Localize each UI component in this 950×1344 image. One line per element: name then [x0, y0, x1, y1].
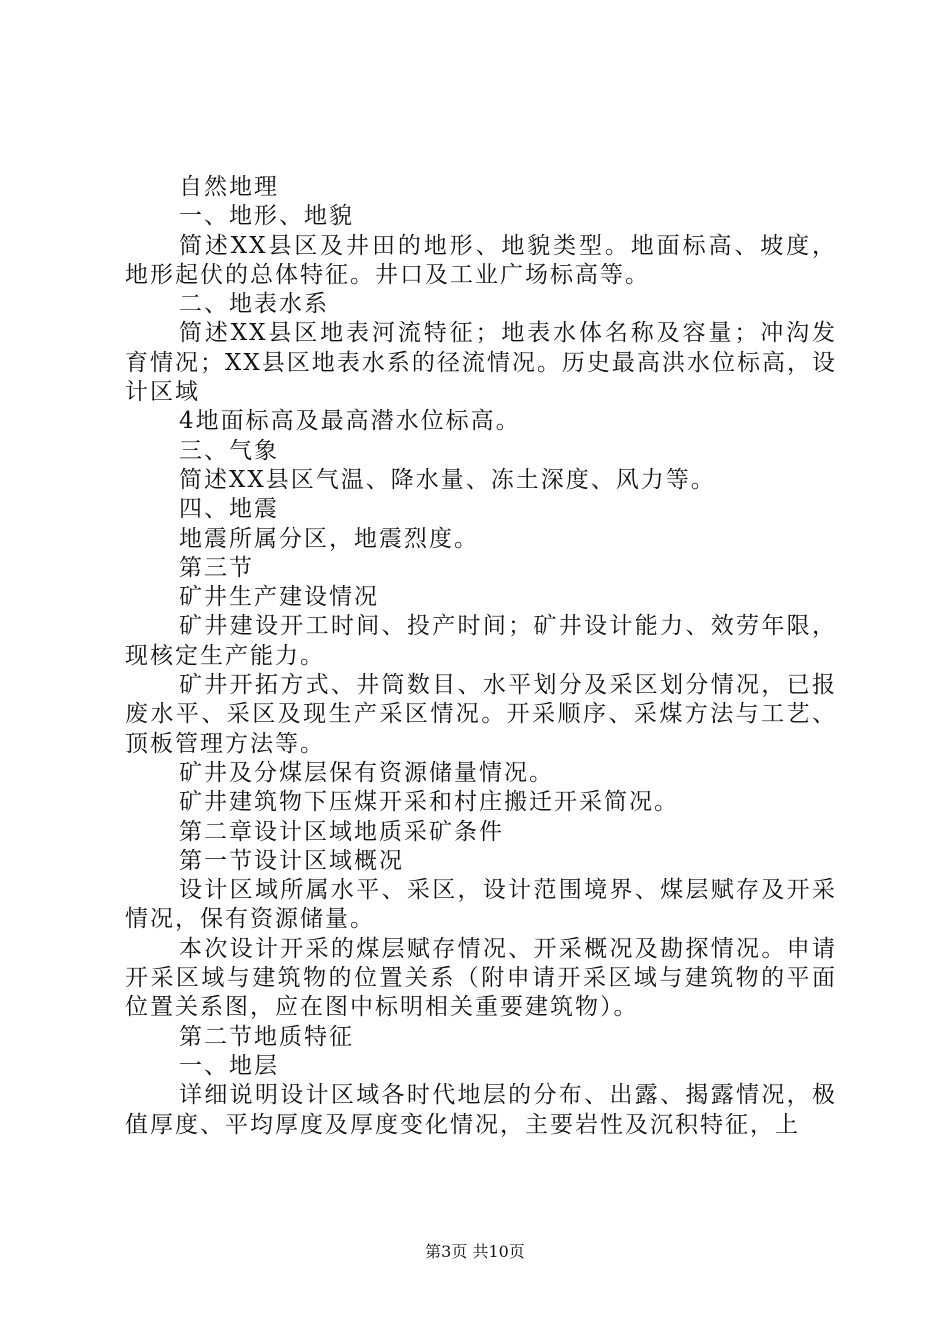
paragraph: 一、地层	[179, 1052, 279, 1079]
paragraph: 第一节设计区域概况	[179, 847, 404, 874]
paragraph: 第二节地质特征	[179, 1023, 354, 1050]
paragraph: 矿井生产建设情况	[179, 584, 379, 611]
paragraph: 4地面标高及最高潜水位标高。	[179, 408, 521, 435]
document-body	[125, 173, 837, 1140]
paragraph: 矿井及分煤层保有资源储量情况。	[179, 759, 554, 786]
paragraph: 详细说明设计区域各时代地层的分布、出露、揭露情况，极值厚度、平均厚度及厚度变化情况，主要岩性及沉积特征，上	[125, 1082, 837, 1138]
paragraph: 第二章设计区域地质采矿条件	[179, 818, 504, 845]
paragraph: 简述XX县区地表河流特征；地表水体名称及容量；冲沟发育情况；XX县区地表水系的径流情况。历史最高洪水位标高，设计区域	[125, 320, 837, 406]
paragraph: 设计区域所属水平、采区，设计范围境界、煤层赋存及开采情况，保有资源储量。	[125, 877, 837, 933]
page-number-footer: 第3页 共10页	[425, 1242, 525, 1261]
paragraph: 本次设计开采的煤层赋存情况、开采概况及勘探情况。申请开采区域与建筑物的位置关系（附申请开采区域与建筑物的平面位置关系图，应在图中标明相关重要建筑物）。	[125, 935, 837, 1021]
paragraph: 地震所属分区，地震烈度。	[179, 525, 479, 552]
paragraph: 矿井建设开工时间、投产时间；矿井设计能力、效劳年限，现核定生产能力。	[125, 613, 837, 669]
paragraph: 第三节	[179, 554, 254, 581]
paragraph: 简述XX县区气温、降水量、冻土深度、风力等。	[179, 466, 716, 493]
paragraph: 矿井开拓方式、井筒数目、水平划分及采区划分情况，已报废水平、采区及现生产采区情况。开采顺序、采煤方法与工艺、顶板管理方法等。	[125, 672, 837, 757]
paragraph: 自然地理	[179, 174, 279, 200]
paragraph: 四、地震	[179, 496, 279, 523]
paragraph: 二、地表水系	[179, 291, 329, 318]
paragraph: 矿井建筑物下压煤开采和村庄搬迁开采简况。	[179, 789, 679, 816]
paragraph: 简述XX县区及井田的地形、地貌类型。地面标高、坡度，地形起伏的总体特征。井口及工业广场标高等。	[125, 232, 837, 288]
paragraph: 一、地形、地貌	[179, 203, 354, 230]
paragraph: 三、气象	[179, 437, 279, 464]
